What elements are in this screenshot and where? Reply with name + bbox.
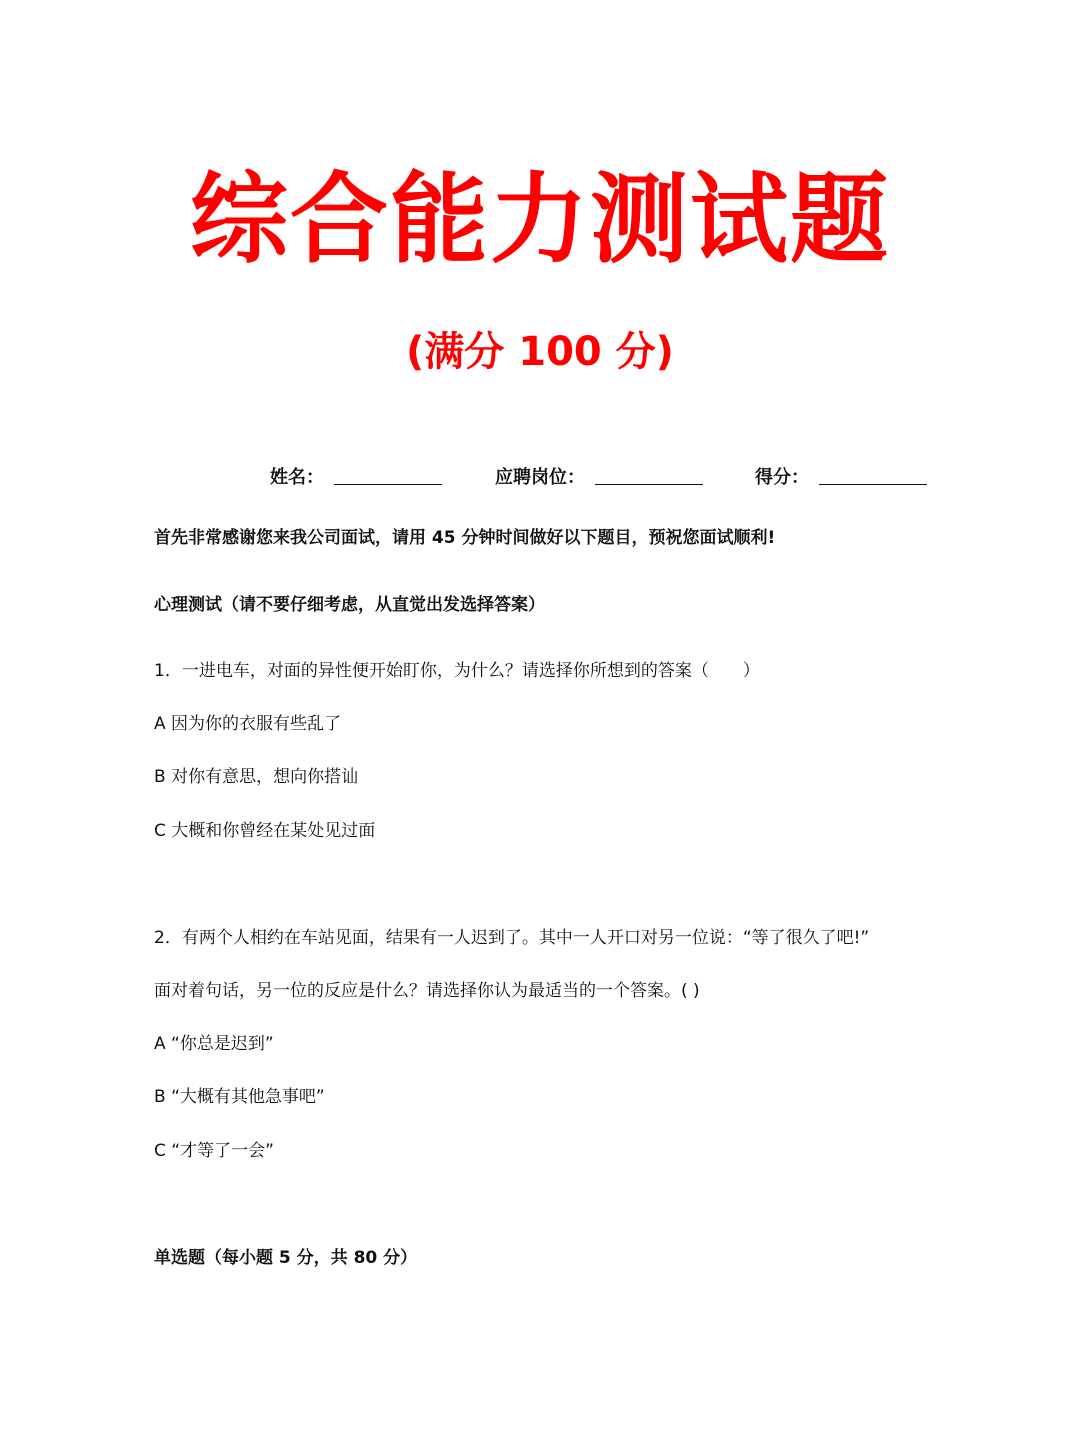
question-2-option-b: B “大概有其他急事吧” — [154, 1087, 325, 1107]
question-2-text-line-1: 2．有两个人相约在车站见面，结果有一人迟到了。其中一人开口对另一位说：“等了很久了吧!” — [154, 928, 870, 948]
position-blank-line[interactable] — [595, 484, 703, 485]
name-blank-line[interactable] — [334, 484, 442, 485]
score-blank-line[interactable] — [819, 484, 927, 485]
score-field[interactable] — [755, 455, 927, 489]
single-choice-section-heading: 单选题（每小题 5 分，共 80 分） — [154, 1248, 418, 1268]
name-label: 姓名： — [270, 467, 324, 488]
question-1-option-c: C 大概和你曾经在某处见过面 — [154, 821, 376, 841]
score-label: 得分： — [755, 467, 809, 488]
name-field[interactable] — [270, 455, 442, 489]
intro-text: 首先非常感谢您来我公司面试，请用 45 分钟时间做好以下题目，预祝您面试顺利! — [154, 528, 776, 548]
question-1-option-a: A 因为你的衣服有些乱了 — [154, 714, 342, 734]
info-fields — [0, 455, 1080, 495]
position-field[interactable] — [495, 455, 703, 489]
question-1-option-b: B 对你有意思，想向你搭讪 — [154, 767, 359, 787]
question-2-option-a: A “你总是迟到” — [154, 1034, 274, 1054]
page-subtitle: (满分 100 分) — [406, 329, 674, 375]
question-1-text: 1．一进电车，对面的异性便开始盯你，为什么？请选择你所想到的答案（ ） — [154, 661, 760, 681]
position-label: 应聘岗位： — [495, 467, 585, 488]
page-title: 综合能力测试题 — [189, 163, 890, 277]
question-2-text-line-2: 面对着句话，另一位的反应是什么？请选择你认为最适当的一个答案。( ) — [154, 981, 700, 1001]
psych-section-heading: 心理测试（请不要仔细考虑，从直觉出发选择答案） — [154, 595, 545, 615]
question-2-option-c: C “才等了一会” — [154, 1141, 274, 1161]
